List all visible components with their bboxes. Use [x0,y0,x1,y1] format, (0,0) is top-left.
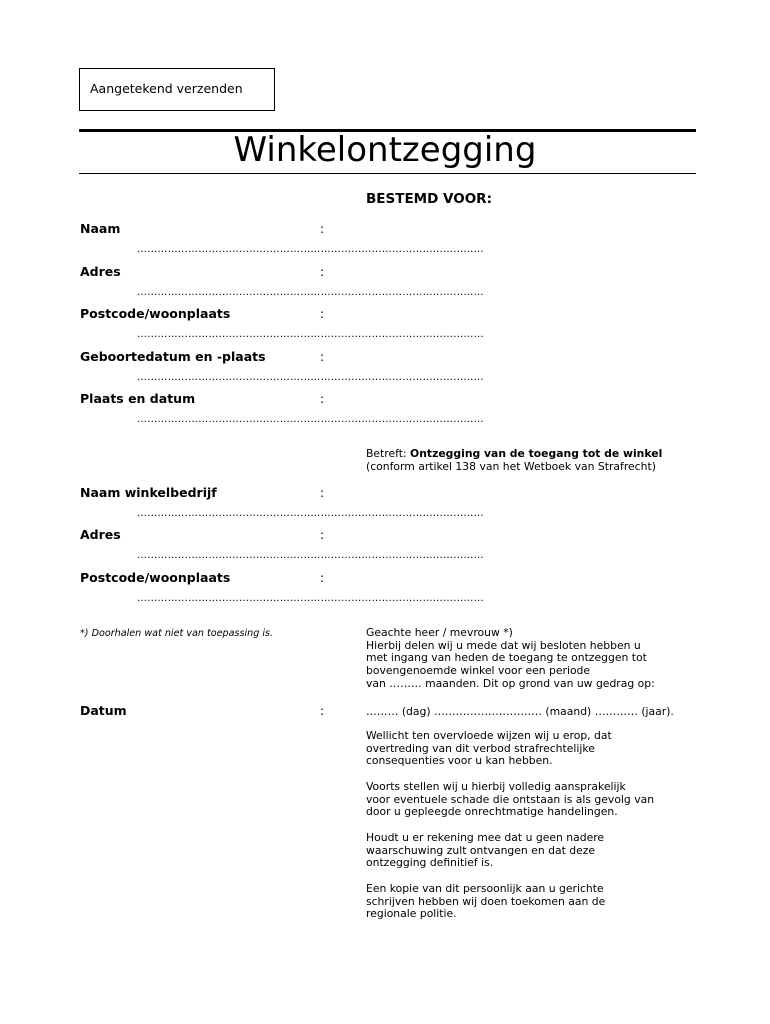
paragraph-line: ontzegging definitief is. [366,856,494,870]
paragraph-line: Voorts stellen wij u hierbij volledig aansprakelijk [366,780,626,793]
recipient-heading: BESTEMD VOOR: [366,191,492,207]
field-colon: : [320,704,325,718]
field-label-geboortedatum: Geboortedatum en -plaats [80,349,266,364]
field-colon: : [320,265,325,279]
salutation: Geachte heer / mevrouw *) [366,626,513,639]
field-label-plaats-datum: Plaats en datum [80,391,196,406]
field-colon: : [320,528,325,542]
field-colon: : [320,350,325,364]
paragraph-final-warning [366,832,706,870]
paragraph-warning [366,730,706,768]
paragraph-line: door u gepleegde onrechtmatige handelingen. [366,805,618,819]
paragraph-line: Houdt u er rekening mee dat u geen nadere [366,831,605,844]
paragraph-line: Wellicht ten overvloede wijzen wij u erop, dat [366,729,612,742]
page-title: Winkelontzegging [233,130,537,170]
intro-line: Hierbij delen wij u mede dat wij besloten hebben u [366,638,641,652]
footnote: *) Doorhalen wat niet van toepassing is. [80,628,274,639]
paragraph-line: schrijven hebben wij doen toekomen aan de [366,894,606,908]
field-label-postcode: Postcode/woonplaats [80,306,231,321]
subject-line [366,447,662,460]
registered-mail-label: Aangetekend verzenden [90,81,243,96]
paragraph-line: Een kopie van dit persoonlijk aan u gerichte [366,882,604,895]
date-label: Datum [80,703,127,718]
paragraph-line: overtreding van dit verbod strafrechtelijke [366,741,595,755]
paragraph-line: waarschuwing zult ontvangen en dat deze [366,843,596,857]
letter-intro [366,627,706,691]
field-label-adres: Adres [80,264,121,279]
registered-mail-box [79,68,275,111]
field-colon: : [320,486,325,500]
intro-line: van ……… maanden. Dit op grond van uw gedrag op: [366,676,655,690]
title-rule-bottom [79,173,696,174]
field-input-winkelbedrijf[interactable]: ………………………………………………………………………………………… [137,508,484,519]
date-input-line[interactable]: ……… (dag) ………………………… (maand) ………… (jaar). [366,705,674,718]
paragraph-line: voor eventuele schade die ontstaan is als gevolg van [366,792,655,806]
intro-line: bovengenoemde winkel voor een periode [366,664,591,678]
field-colon: : [320,392,325,406]
field-input-naam[interactable]: ………………………………………………………………………………………… [137,244,484,255]
field-input-shop-postcode[interactable]: ………………………………………………………………………………………… [137,593,484,604]
intro-line: met ingang van heden de toegang te ontzeggen tot [366,651,647,665]
field-input-adres[interactable]: ………………………………………………………………………………………… [137,287,484,298]
field-label-shop-postcode: Postcode/woonplaats [80,570,231,585]
field-input-shop-adres[interactable]: ………………………………………………………………………………………… [137,550,484,561]
field-label-winkelbedrijf: Naam winkelbedrijf [80,485,217,500]
subject-prefix: Betreft: [366,447,411,460]
field-label-naam: Naam [80,221,121,236]
field-label-shop-adres: Adres [80,527,121,542]
field-input-plaats-datum[interactable]: ………………………………………………………………………………………… [137,414,484,425]
field-colon: : [320,222,325,236]
paragraph-line: regionale politie. [366,907,457,921]
subject-title: Ontzegging van de toegang tot de winkel [410,447,663,460]
field-input-postcode[interactable]: ………………………………………………………………………………………… [137,329,484,340]
field-colon: : [320,571,325,585]
paragraph-police-copy [366,883,706,921]
field-input-geboortedatum[interactable]: ………………………………………………………………………………………… [137,372,484,383]
paragraph-line: consequenties voor u kan hebben. [366,754,553,768]
subject-reference: (conform artikel 138 van het Wetboek van Strafrecht) [366,460,656,473]
field-colon: : [320,307,325,321]
paragraph-liability [366,781,706,819]
